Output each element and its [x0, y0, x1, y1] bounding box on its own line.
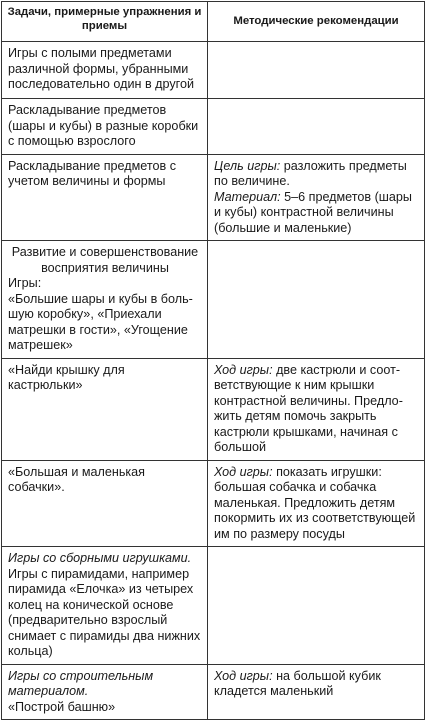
game-course-text: на большой кубик кладется маленький	[214, 668, 381, 698]
game-course-text: две кастрюли и соответствующие к ним крышки контрастной величины. Предложить детям помочь закрыть кастрюли крышками, начиная с большой	[214, 362, 403, 454]
game-course-label: Ход игры:	[214, 464, 273, 479]
goal-label: Цель игры:	[214, 158, 281, 173]
table-row	[2, 241, 425, 359]
games-list: «Большие шары и кубы в большую коробку», «Приехали матрешки в гости», «Угощение матрешек»	[8, 291, 193, 352]
section-title: Развитие и совершенствование восприятия величины	[11, 245, 199, 275]
material-text: 5–6 предметов (шары и кубы) контрастной величины (большие и маленькие)	[214, 189, 412, 235]
goal-text: разложить предметы по величине.	[214, 158, 407, 188]
row-8-recommendation	[208, 664, 425, 720]
row-8-task	[2, 664, 208, 720]
row-1-recommendation	[208, 42, 425, 99]
game-course-label: Ход игры:	[214, 362, 273, 377]
header-recommendations: Методические рекомендации	[208, 2, 425, 42]
methods-table	[1, 1, 425, 720]
building-material-title: Игры со строительным материалом.	[8, 668, 154, 698]
row-5-task: «Найди крышку для кастрюльки»	[2, 358, 208, 460]
row-4-recommendation	[208, 241, 425, 359]
row-7-recommendation	[208, 547, 425, 665]
assembly-toys-title: Игры со сборными игрушками.	[8, 551, 192, 565]
row-4-task	[2, 241, 208, 359]
row-7-task	[2, 547, 208, 665]
table-row	[2, 664, 425, 720]
games-label: Игры:	[8, 276, 42, 290]
row-6-task: «Большая и маленькая собачки».	[2, 460, 208, 547]
table-row	[2, 42, 425, 99]
table-header-row	[2, 2, 425, 42]
assembly-toys-text: Игры с пирамидами, например пирамида «Елочка» из четырех колец на конической основе (предварительно взрослый снимает с пирамиды два нижних кольца)	[8, 566, 201, 658]
row-2-recommendation	[208, 99, 425, 155]
build-tower-game: «Построй башню»	[8, 699, 116, 714]
table-row	[2, 460, 425, 547]
header-tasks: Задачи, примерные упражнения и приемы	[2, 2, 208, 42]
row-5-recommendation	[208, 358, 425, 460]
row-1-task: Игры с полыми предметами различной формы, убранными последовательно один в другой	[2, 42, 208, 99]
row-3-recommendation	[208, 154, 425, 241]
row-6-recommendation	[208, 460, 425, 547]
row-3-task: Раскладывание предметов с учетом величины и формы	[2, 154, 208, 241]
table-row	[2, 358, 425, 460]
material-label: Материал:	[214, 189, 281, 204]
row-2-task: Раскладывание предметов (шары и кубы) в разные коробки с помощью взрослого	[2, 99, 208, 155]
table-row	[2, 154, 425, 241]
game-course-label: Ход игры:	[214, 668, 273, 683]
table-row	[2, 99, 425, 155]
game-course-text: показать игрушки: большая собачка и собачка маленькая. Предложить детям покормить их из соответствующей им по размеру посуды	[214, 464, 416, 541]
table-row	[2, 547, 425, 665]
